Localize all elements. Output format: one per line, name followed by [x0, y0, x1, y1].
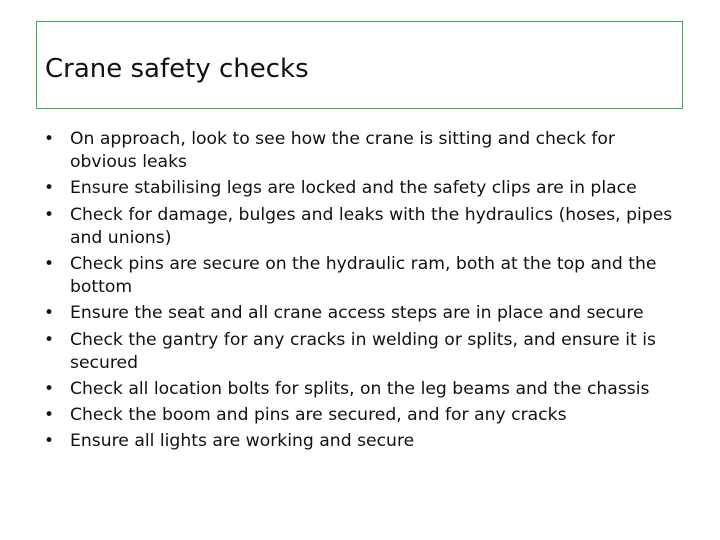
title-box	[36, 21, 683, 109]
bullet-item	[44, 430, 684, 453]
bullet-icon: •	[44, 254, 55, 275]
bullet-text: Check all location bolts for splits, on the leg beams and the chassis	[70, 379, 650, 400]
bullet-text: Ensure all lights are working and secure	[70, 431, 415, 452]
bullet-text: Check for damage, bulges and leaks with the hydraulics (hoses, pipes and unions)	[70, 204, 673, 248]
bullet-icon: •	[44, 405, 55, 426]
bullet-icon: •	[44, 329, 55, 350]
bullet-text: Ensure stabilising legs are locked and the safety clips are in place	[70, 178, 637, 199]
bullet-item	[44, 329, 684, 375]
bullet-text: Check pins are secure on the hydraulic ram, both at the top and the bottom	[70, 254, 657, 298]
bullet-icon: •	[44, 379, 55, 400]
bullet-icon: •	[44, 204, 55, 225]
bullet-text: On approach, look to see how the crane is sitting and check for obvious leaks	[70, 129, 615, 173]
bullet-text: Ensure the seat and all crane access steps are in place and secure	[70, 303, 644, 324]
bullet-item	[44, 253, 684, 299]
bullet-list	[44, 128, 684, 457]
bullet-text: Check the gantry for any cracks in welding or splits, and ensure it is secured	[70, 329, 656, 373]
bullet-icon: •	[44, 178, 55, 199]
bullet-icon: •	[44, 129, 55, 149]
bullet-item	[44, 404, 684, 427]
bullet-item	[44, 378, 684, 401]
bullet-icon: •	[44, 303, 55, 324]
bullet-item	[44, 177, 684, 200]
bullet-icon: •	[44, 431, 55, 452]
bullet-item	[44, 302, 684, 325]
bullet-text: Check the boom and pins are secured, and for any cracks	[70, 405, 567, 426]
bullet-item	[44, 204, 684, 250]
bullet-item	[44, 128, 684, 174]
slide-title: Crane safety checks	[45, 54, 309, 84]
